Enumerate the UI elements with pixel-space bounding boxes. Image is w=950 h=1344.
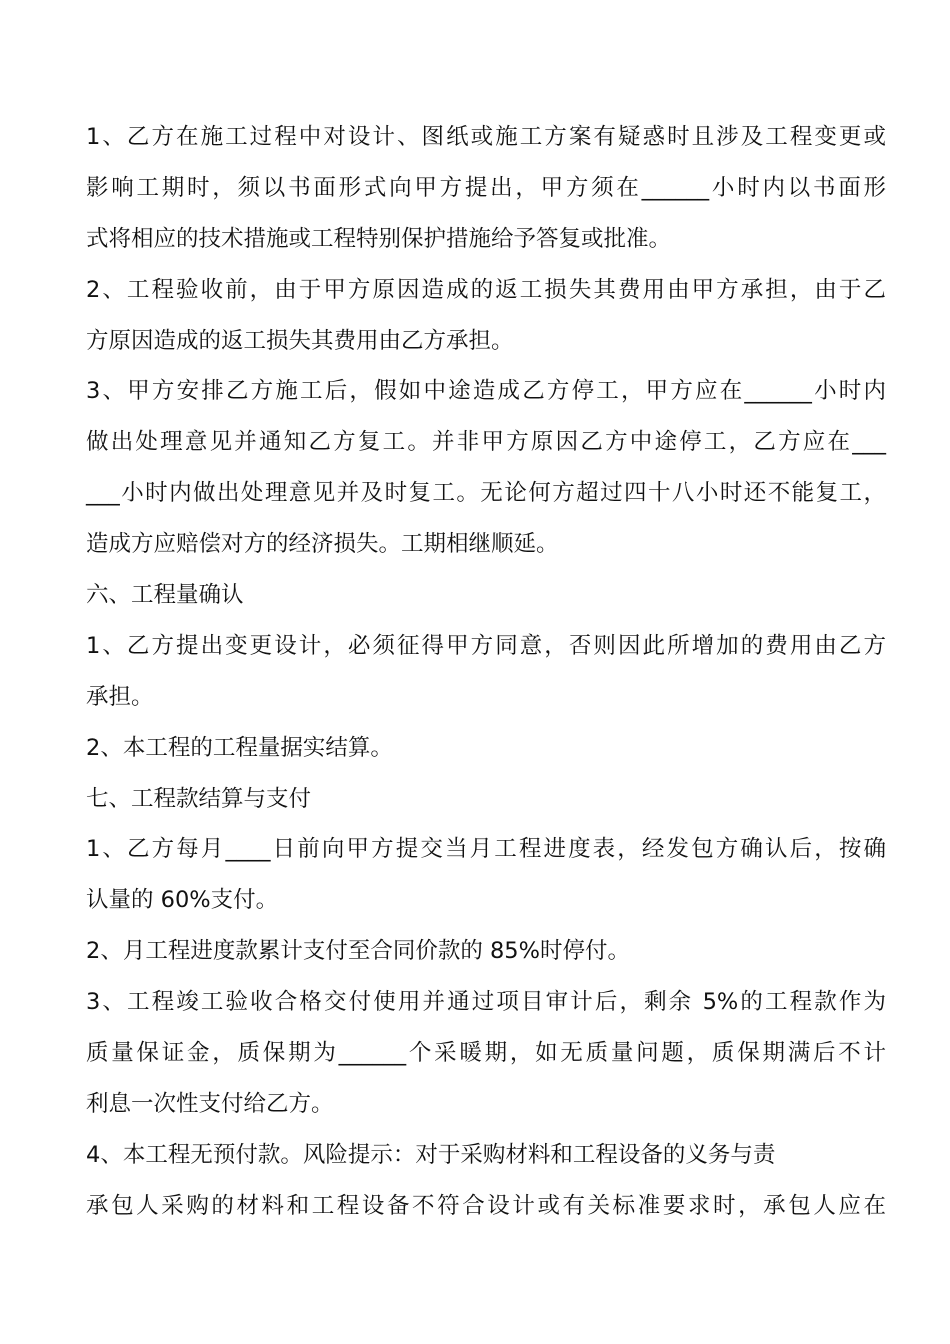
section-heading: 七、工程款结算与支付	[86, 785, 312, 812]
paragraph-line: 3、工程竣工验收合格交付使用并通过项目审计后，剩余 5%的工程款作为	[86, 989, 886, 1016]
paragraph-line: 承包人采购的材料和工程设备不符合设计或有关标准要求时，承包人应在	[86, 1192, 886, 1219]
paragraph-line: 造成方应赔偿对方的经济损失。工期相继顺延。	[86, 531, 559, 558]
paragraph-line: 1、乙方在施工过程中对设计、图纸或施工方案有疑惑时且涉及工程变更或	[86, 124, 886, 150]
paragraph-line: 式将相应的技术措施或工程特别保护措施给予答复或批准。	[86, 225, 672, 252]
paragraph-line: 1、乙方每月____日前向甲方提交当月工程进度表，经发包方确认后，按确	[86, 836, 886, 863]
paragraph-line: 影响工期时，须以书面形式向甲方提出，甲方须在______小时内以书面形	[86, 174, 886, 201]
paragraph-line: 做出处理意见并通知乙方复工。并非甲方原因乙方中途停工，乙方应在___	[86, 429, 886, 456]
paragraph-line: 利息一次性支付给乙方。	[86, 1090, 334, 1117]
paragraph-line: 方原因造成的返工损失其费用由乙方承担。	[86, 327, 514, 354]
section-heading: 六、工程量确认	[86, 582, 244, 609]
paragraph-line: 承担。	[86, 683, 154, 710]
paragraph-line: 2、工程验收前，由于甲方原因造成的返工损失其费用由甲方承担，由于乙	[86, 276, 886, 303]
paragraph-line: ___小时内做出处理意见并及时复工。无论何方超过四十八小时还不能复工，	[86, 480, 886, 507]
document-page	[86, 112, 886, 1232]
paragraph-line: 1、乙方提出变更设计，必须征得甲方同意，否则因此所增加的费用由乙方	[86, 632, 886, 659]
paragraph-line: 质量保证金，质保期为______个采暖期，如无质量问题，质保期满后不计	[86, 1040, 886, 1067]
paragraph-line: 3、甲方安排乙方施工后，假如中途造成乙方停工，甲方应在______小时内	[86, 378, 886, 405]
paragraph-line: 2、本工程的工程量据实结算。	[86, 734, 393, 761]
paragraph-line: 4、本工程无预付款。风险提示：对于采购材料和工程设备的义务与责	[86, 1141, 776, 1168]
paragraph-line: 认量的 60%支付。	[86, 887, 279, 914]
paragraph-line: 2、月工程进度款累计支付至合同价款的 85%时停付。	[86, 938, 630, 965]
